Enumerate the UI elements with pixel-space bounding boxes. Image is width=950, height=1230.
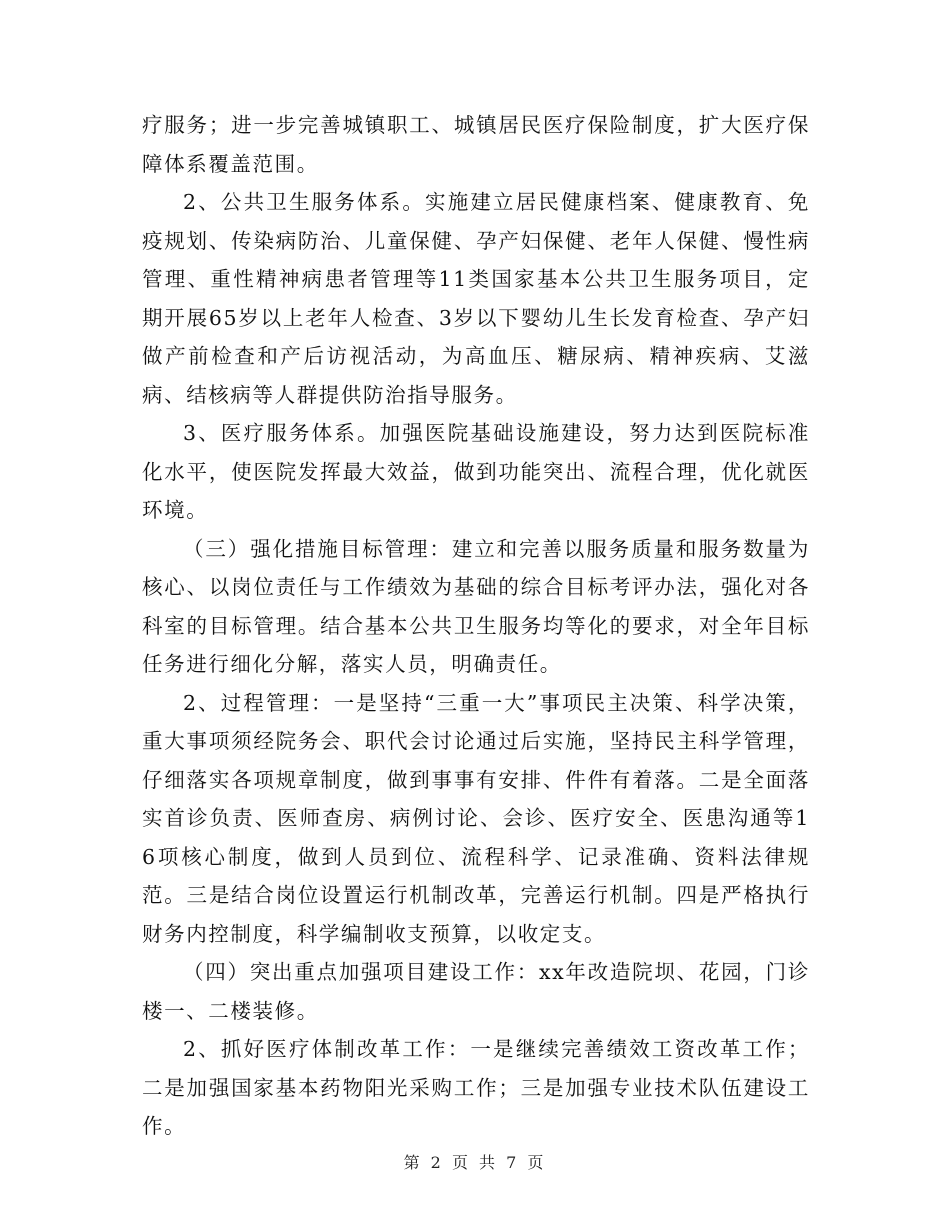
paragraph-process-management: 2、过程管理：一是坚持“三重一大”事项民主决策、科学决策，重大事项须经院务会、职代会讨论通过后实施，坚持民主科学管理，仔细落实各项规章制度，做到事事有安排、件件有着落。二是全面落实首诊负责、医师查房、病例讨论、会诊、医疗安全、医患沟通等16项核心制度，做到人员到位、流程科学、记录准确、资料法律规范。三是结合岗位设置运行机制改革，完善运行机制。四是严格执行财务内控制度，科学编制收支预算，以收定支。 <box>142 690 810 946</box>
paragraph-project-construction: （四）突出重点加强项目建设工作：xx年改造院坝、花园，门诊楼一、二楼装修。 <box>142 960 810 1023</box>
paragraph-public-health: 2、公共卫生服务体系。实施建立居民健康档案、健康教育、免疫规划、传染病防治、儿童保健、孕产妇保健、老年人保健、慢性病管理、重性精神病患者管理等11类国家基本公共卫生服务项目，定期开展65岁以上老年人检查、3岁以下婴幼儿生长发育检查、孕产妇做产前检查和产后访视活动，为高血压、糖尿病、精神疾病、艾滋病、结核病等人群提供防治指导服务。 <box>142 190 810 407</box>
document-body <box>142 106 810 1146</box>
paragraph-target-management: （三）强化措施目标管理：建立和完善以服务质量和服务数量为核心、以岗位责任与工作绩效为基础的综合目标考评办法，强化对各科室的目标管理。结合基本公共卫生服务均等化的要求，对全年目标任务进行细化分解，落实人员，明确责任。 <box>142 536 810 676</box>
paragraph-continuation: 疗服务；进一步完善城镇职工、城镇居民医疗保险制度，扩大医疗保障体系覆盖范围。 <box>142 113 810 176</box>
paragraph-medical-reform: 2、抓好医疗体制改革工作：一是继续完善绩效工资改革工作；二是加强国家基本药物阳光采购工作；三是加强专业技术队伍建设工作。 <box>142 1037 810 1138</box>
paragraph-medical-service: 3、医疗服务体系。加强医院基础设施建设，努力达到医院标准化水平，使医院发挥最大效益，做到功能突出、流程合理，优化就医环境。 <box>142 421 810 522</box>
page-number: 第 2 页 共 7 页 <box>403 1153 547 1172</box>
